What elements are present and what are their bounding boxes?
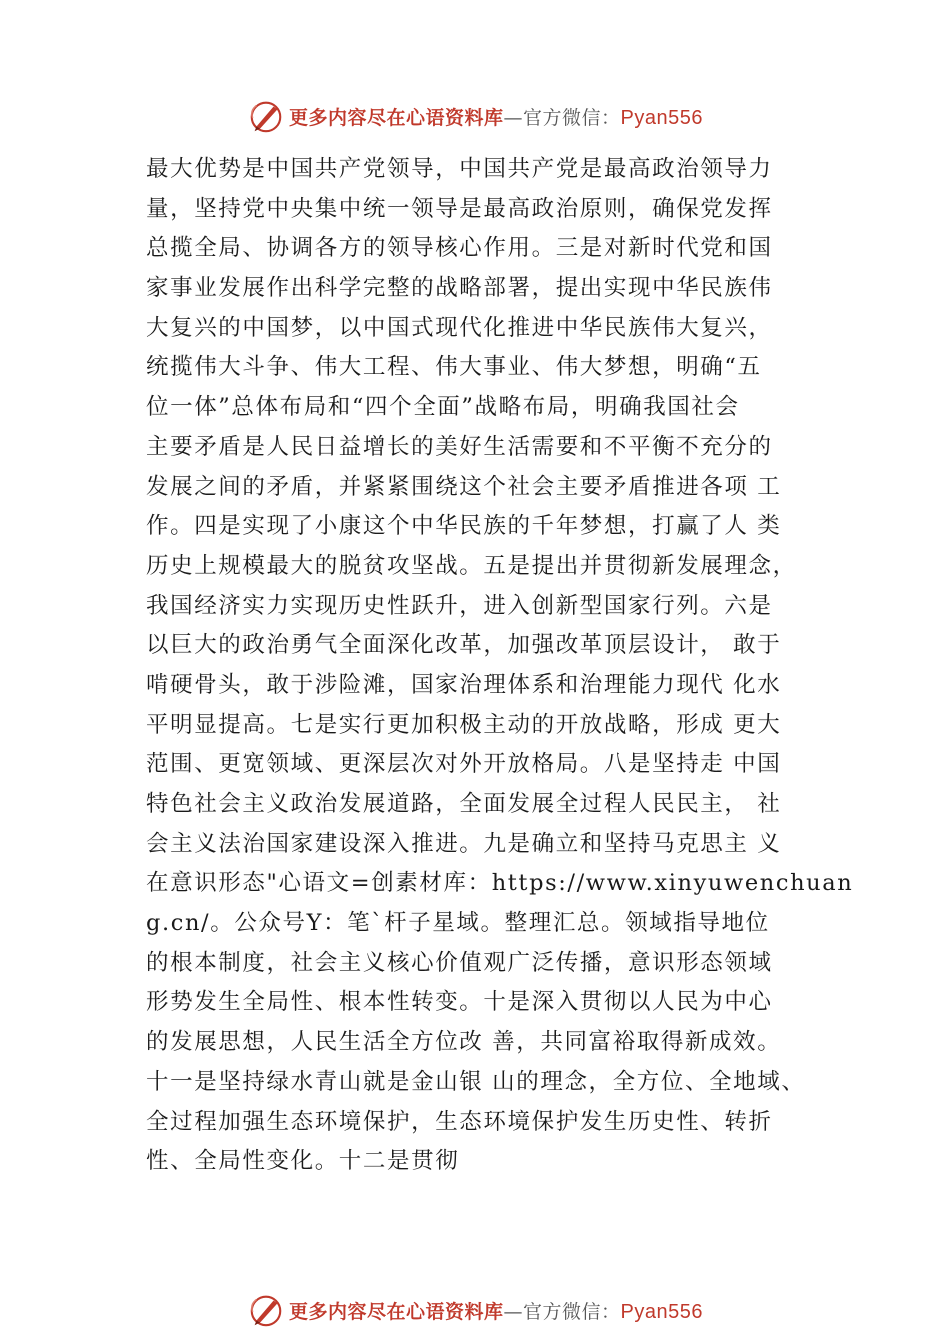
text-line: 统揽伟大斗争、伟大工程、伟大事业、伟大梦想，明确“五 bbox=[146, 354, 762, 381]
text-line: 家事业发展作出科学完整的战略部署，提出实现中华民族伟 bbox=[146, 275, 773, 302]
text-line: 我国经济实力实现历史性跃升，进入创新型国家行列。六是 bbox=[146, 592, 773, 619]
text-line: 平明显提高。七是实行更加积极主动的开放战略，形成 更大 bbox=[146, 711, 782, 738]
text-line: 的根本制度，社会主义核心价值观广泛传播，意识形态领域 bbox=[146, 949, 773, 976]
text-line: 量，坚持党中央集中统一领导是最高政治原则，确保党发挥 bbox=[146, 195, 773, 222]
text-line: g.cn/。公众号Y：笔`杆子星域。整理汇总。领域指导地位 bbox=[146, 910, 770, 937]
text-line: 总揽全局、协调各方的领导核心作用。三是对新时代党和国 bbox=[146, 235, 773, 262]
header-banner-text: 更多内容尽在心语资料库—官方微信：Pyan556 bbox=[289, 106, 703, 129]
text-line: 形势发生全局性、根本性转变。十是深入贯彻以人民为中心 bbox=[146, 989, 773, 1016]
text-line: 在意识形态"心语文=创素材库：https://www.xinyuwenchuan bbox=[146, 870, 854, 897]
document-body bbox=[146, 150, 854, 1182]
text-line: 作。四是实现了小康这个中华民族的千年梦想，打赢了人 类 bbox=[146, 513, 782, 540]
text-line: 位一体”总体布局和“四个全面”战略布局，明确我国社会 bbox=[146, 394, 740, 421]
text-line: 最大优势是中国共产党领导，中国共产党是最高政治领导力 bbox=[146, 156, 773, 182]
text-line: 主要矛盾是人民日益增长的美好生活需要和不平衡不充分的 bbox=[146, 433, 773, 460]
text-line: 发展之间的矛盾，并紧紧围绕这个社会主要矛盾推进各项 工 bbox=[146, 473, 782, 500]
footer-banner-text: 更多内容尽在心语资料库—官方微信：Pyan556 bbox=[289, 1300, 703, 1323]
text-line: 特色社会主义政治发展道路，全面发展全过程人民民主， 社 bbox=[146, 791, 782, 817]
text-line: 啃硬骨头，敢于涉险滩，国家治理体系和治理能力现代 化水 bbox=[146, 671, 782, 698]
footer-banner bbox=[0, 1290, 950, 1330]
text-line: 范围、更宽领域、更深层次对外开放格局。八是坚持走 中国 bbox=[146, 751, 782, 778]
text-line: 全过程加强生态环境保护，生态环境保护发生历史性、转折 bbox=[146, 1108, 773, 1135]
text-line: 的发展思想，人民生活全方位改 善，共同富裕取得新成效。 bbox=[146, 1029, 782, 1056]
text-line: 大复兴的中国梦，以中国式现代化推进中华民族伟大复兴， bbox=[146, 314, 773, 341]
pen-logo-icon bbox=[247, 1291, 285, 1329]
text-line: 历史上规模最大的脱贫攻坚战。五是提出并贯彻新发展理念， bbox=[146, 552, 797, 579]
text-line: 十一是坚持绿水青山就是金山银 山的理念，全方位、全地域、 bbox=[146, 1068, 806, 1095]
pen-logo-icon bbox=[247, 97, 285, 135]
text-line: 会主义法治国家建设深入推进。九是确立和坚持马克思主 义 bbox=[146, 830, 782, 857]
header-banner bbox=[0, 96, 950, 136]
text-line: 以巨大的政治勇气全面深化改革，加强改革顶层设计， 敢于 bbox=[146, 632, 782, 659]
text-line: 性、全局性变化。十二是贯彻 bbox=[146, 1148, 460, 1175]
